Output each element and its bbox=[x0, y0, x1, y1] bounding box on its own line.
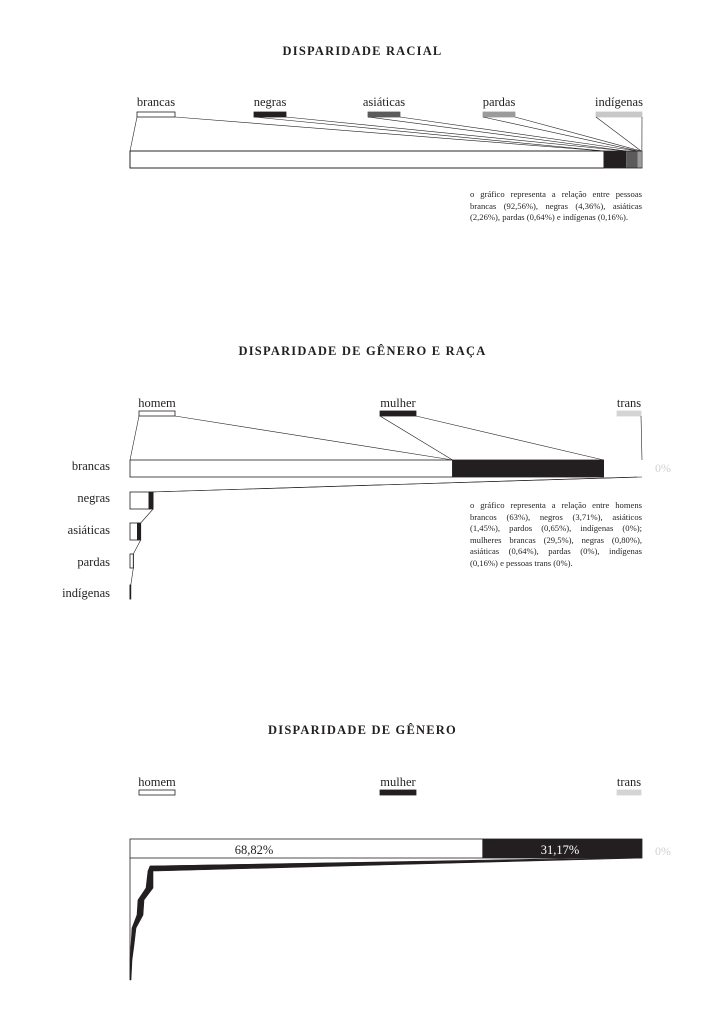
racial-bar-pardas bbox=[638, 151, 641, 168]
row-label-indigenas: indígenas bbox=[62, 586, 110, 600]
gr-funnel-line-b bbox=[149, 477, 637, 492]
racial-swatch-brancas bbox=[137, 112, 175, 117]
racial-connector-negras-end bbox=[286, 117, 626, 151]
racial-connector-asiaticas-start bbox=[368, 117, 626, 151]
gr-connector-homem-end bbox=[175, 416, 453, 460]
gender-legend-mulher: mulher bbox=[380, 775, 416, 789]
gender-race-trans-value: 0% bbox=[655, 461, 671, 475]
racial-connector-brancas-end bbox=[175, 117, 604, 151]
gender-bar-homem bbox=[130, 839, 482, 858]
gender-trans-value: 0% bbox=[655, 844, 671, 858]
row-label-negras: negras bbox=[77, 491, 110, 505]
row-label-brancas: brancas bbox=[71, 459, 110, 473]
racial-bar-asiaticas bbox=[626, 151, 638, 168]
gr-bar-mulher-negras bbox=[149, 492, 153, 509]
racial-note: o gráfico representa a relação entre pessoas brancas (92,56%), negras (4,36%), asiáticas (2,26%), pardas (0,64%) e indígenas (0,16%). bbox=[470, 189, 642, 223]
gr-bar-homem-pardas bbox=[130, 554, 133, 568]
racial-legend-indigenas: indígenas bbox=[595, 95, 643, 109]
racial-swatch-indigenas bbox=[596, 112, 642, 117]
gender-race-swatch-homem bbox=[139, 411, 175, 416]
gender-legend-trans: trans bbox=[616, 775, 642, 789]
gr-connector-mulher-start bbox=[380, 416, 453, 460]
gender-legend-homem: homem bbox=[138, 775, 176, 789]
racial-connector-brancas-start bbox=[130, 117, 137, 151]
row-label-asiaticas: asiáticas bbox=[67, 523, 110, 537]
racial-bar-negras bbox=[604, 151, 626, 168]
gender-swatch-trans bbox=[617, 790, 641, 795]
gr-bar-homem-negras bbox=[130, 492, 149, 509]
racial-swatch-asiaticas bbox=[368, 112, 400, 117]
racial-legend-brancas: brancas bbox=[136, 95, 176, 109]
gr-connector-mulher-end bbox=[416, 416, 604, 460]
gender-tail-shape bbox=[130, 858, 642, 980]
gender-race-swatch-mulher bbox=[380, 411, 416, 416]
gr-row-link-2 bbox=[133, 540, 140, 554]
racial-title: DISPARIDADE RACIAL bbox=[282, 44, 443, 58]
racial-swatch-negras bbox=[254, 112, 286, 117]
gender-race-title: DISPARIDADE DE GÊNERO E RAÇA bbox=[238, 344, 487, 358]
gender-mulher-value: 31,17% bbox=[540, 843, 580, 857]
gender-race-legend-mulher: mulher bbox=[380, 396, 416, 410]
gr-bar-homem-asiaticas bbox=[130, 523, 137, 540]
gender-race-legend-homem: homem bbox=[138, 396, 176, 410]
racial-bar-brancas bbox=[130, 151, 604, 168]
racial-legend-pardas: pardas bbox=[482, 95, 516, 109]
gender-race-swatch-trans bbox=[617, 411, 641, 416]
gr-connector-homem-start bbox=[130, 416, 139, 460]
gender-homem-value: 68,82% bbox=[234, 843, 274, 857]
gender-title: DISPARIDADE DE GÊNERO bbox=[268, 723, 457, 737]
gender-race-legend-trans: trans bbox=[616, 396, 642, 410]
racial-legend-asiaticas: asiáticas bbox=[362, 95, 406, 109]
gr-row-link-3 bbox=[131, 568, 134, 585]
racial-connector-negras-start bbox=[254, 117, 604, 151]
racial-connector-pardas-start bbox=[483, 117, 638, 151]
gender-race-note: o gráfico representa a relação entre homens brancos (63%), negros (3,71%), asiáticos (1,45%), pardos (0,65%), indígenas (0%); mulheres brancas (29,5%), negras (0,80%), asiáticas (0,64%), pardas (0%), indígenas (0,16%) e pessoas trans (0%). bbox=[470, 500, 642, 568]
gender-swatch-mulher bbox=[380, 790, 416, 795]
gender-swatch-homem bbox=[139, 790, 175, 795]
row-label-pardas: pardas bbox=[77, 555, 110, 569]
gr-bar-mulher-brancas bbox=[453, 460, 604, 477]
gr-row-link-1 bbox=[141, 509, 153, 523]
gr-bar-mulher-asiaticas bbox=[137, 523, 140, 540]
gr-bar-mulher-indigenas bbox=[130, 585, 131, 599]
gr-bar-homem-brancas bbox=[130, 460, 453, 477]
gr-connector-trans bbox=[641, 416, 642, 460]
racial-connector-asiaticas-end bbox=[400, 117, 638, 151]
racial-legend-negras: negras bbox=[253, 95, 287, 109]
racial-swatch-pardas bbox=[483, 112, 515, 117]
